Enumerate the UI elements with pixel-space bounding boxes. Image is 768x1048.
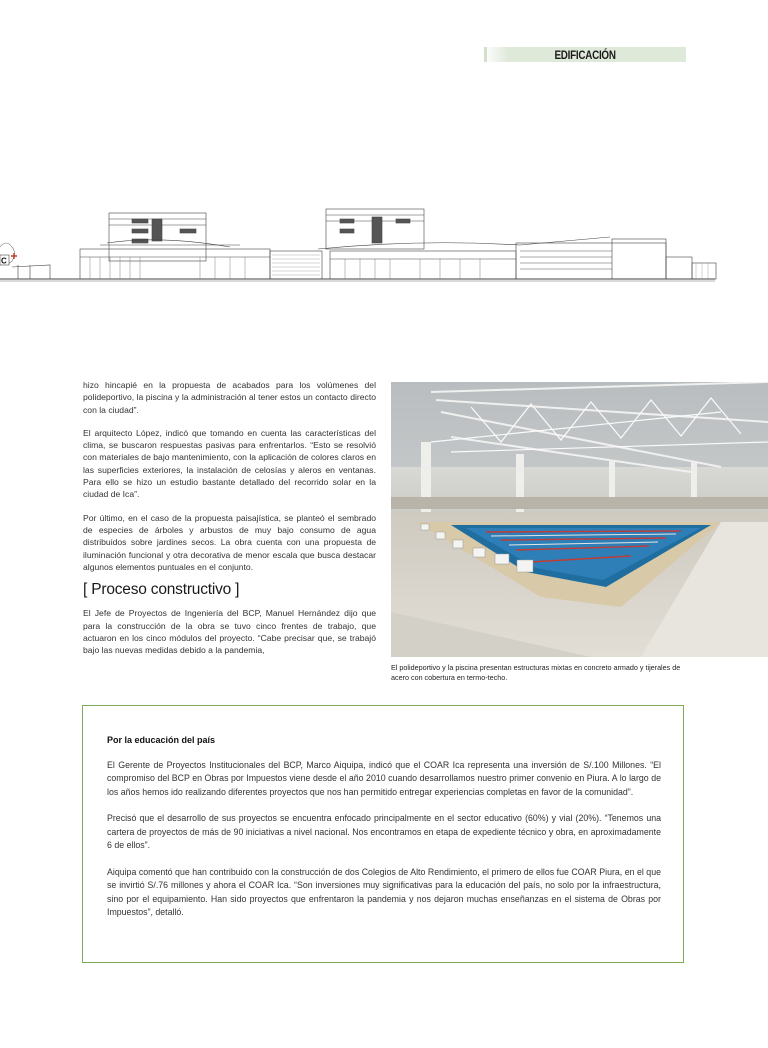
- sidebar-box: [82, 705, 684, 963]
- section-label: EDIFICACIÓN: [554, 48, 616, 62]
- photo-caption: El polideportivo y la piscina presentan estructuras mixtas en concreto armado y tijerales de acero con cobertura en termo-techo.: [391, 663, 681, 682]
- pool-photo-illustration: [391, 382, 768, 657]
- sidebar-title: Por la educación del país: [107, 735, 216, 745]
- sidebar-paragraph: Aiquipa comentó que han contribuido con la construcción de dos Colegios de Alto Rendimiento, el primero de ellos fue COAR Piura, en el que se invirtió S/.76 millones y ahora el COAR Ica. “Son inversiones muy significativas para la educación del país, no solo por la infraestructura, sino por el equipamiento. Han sido proyectos que enfrentaron la pandemia y nos dejaron muchas enseñanzas en el sistema de Obras por Impuestos”, detalló.: [107, 866, 661, 917]
- section-marker-label: C: [1, 256, 7, 266]
- architectural-elevation-drawing: [0, 195, 768, 285]
- section-marker: [0, 253, 17, 266]
- article-subheading: [ Proceso constructivo ]: [83, 581, 240, 599]
- article-paragraph: hizo hincapié en la propuesta de acabados para los volúmenes del polideportivo, la piscina y la administración al tener estos un contacto directo con la ciudad”.: [83, 380, 376, 415]
- article-column: [83, 379, 376, 668]
- article-paragraph: El Jefe de Proyectos de Ingeniería del BCP, Manuel Hernández dijo que para la construcción de la obra se tuvo cinco frentes de trabajo, que actuaron en los cinco módulos del proyecto. “Cabe precisar que, se trabajó bajo las nuevas medidas debido a la pandemia,: [83, 608, 376, 656]
- article-paragraph: El arquitecto López, indicó que tomando en cuenta las características del clima, se buscaron respuestas pasivas para enfrentarlos. “Esto se resolvió con materiales de bajo mantenimiento, con la aplicación de colores claros en las superficies exteriores, la instalación de celosías y aleros en ventanas. Para ello se hizo un estudio bastante detallado del recorrido solar en la ciudad de Ica”.: [83, 427, 376, 500]
- pool-photo: [391, 382, 768, 657]
- sidebar-paragraph: Precisó que el desarrollo de sus proyectos se encuentra enfocado principalmente en el sector educativo (60%) y vial (20%). “Tenemos una cartera de proyectos de más de 90 iniciativas a nivel nacional. Nos encontramos en etapa de expediente técnico y obra, en aproximadamente 6 de ellos”.: [107, 813, 661, 850]
- sidebar-content: [107, 734, 661, 933]
- article-paragraph: Por último, en el caso de la propuesta paisajística, se planteó el sembrado de especies de árboles y arbustos de muy bajo consumo de agua distribuidos sobre jardines secos. La obra cuenta con una propuesta de iluminación funcional y otra decorativa de menor escala que busca destacar algunos elementos puntuales en el conjunto.: [83, 512, 376, 572]
- sidebar-paragraph: El Gerente de Proyectos Institucionales del BCP, Marco Aiquipa, indicó que el COAR Ica representa una inversión de S/.100 Millones. “El compromiso del BCP en Obras por Impuestos viene desde el año 2010 cuando desarrollamos nuestro primer convenio en Piura. A lo largo de los años hemos ido realizando diferentes proyectos que nos han permitido entregar experiencias completas en favor de la comunidad”.: [107, 759, 661, 797]
- section-tag: [484, 47, 686, 62]
